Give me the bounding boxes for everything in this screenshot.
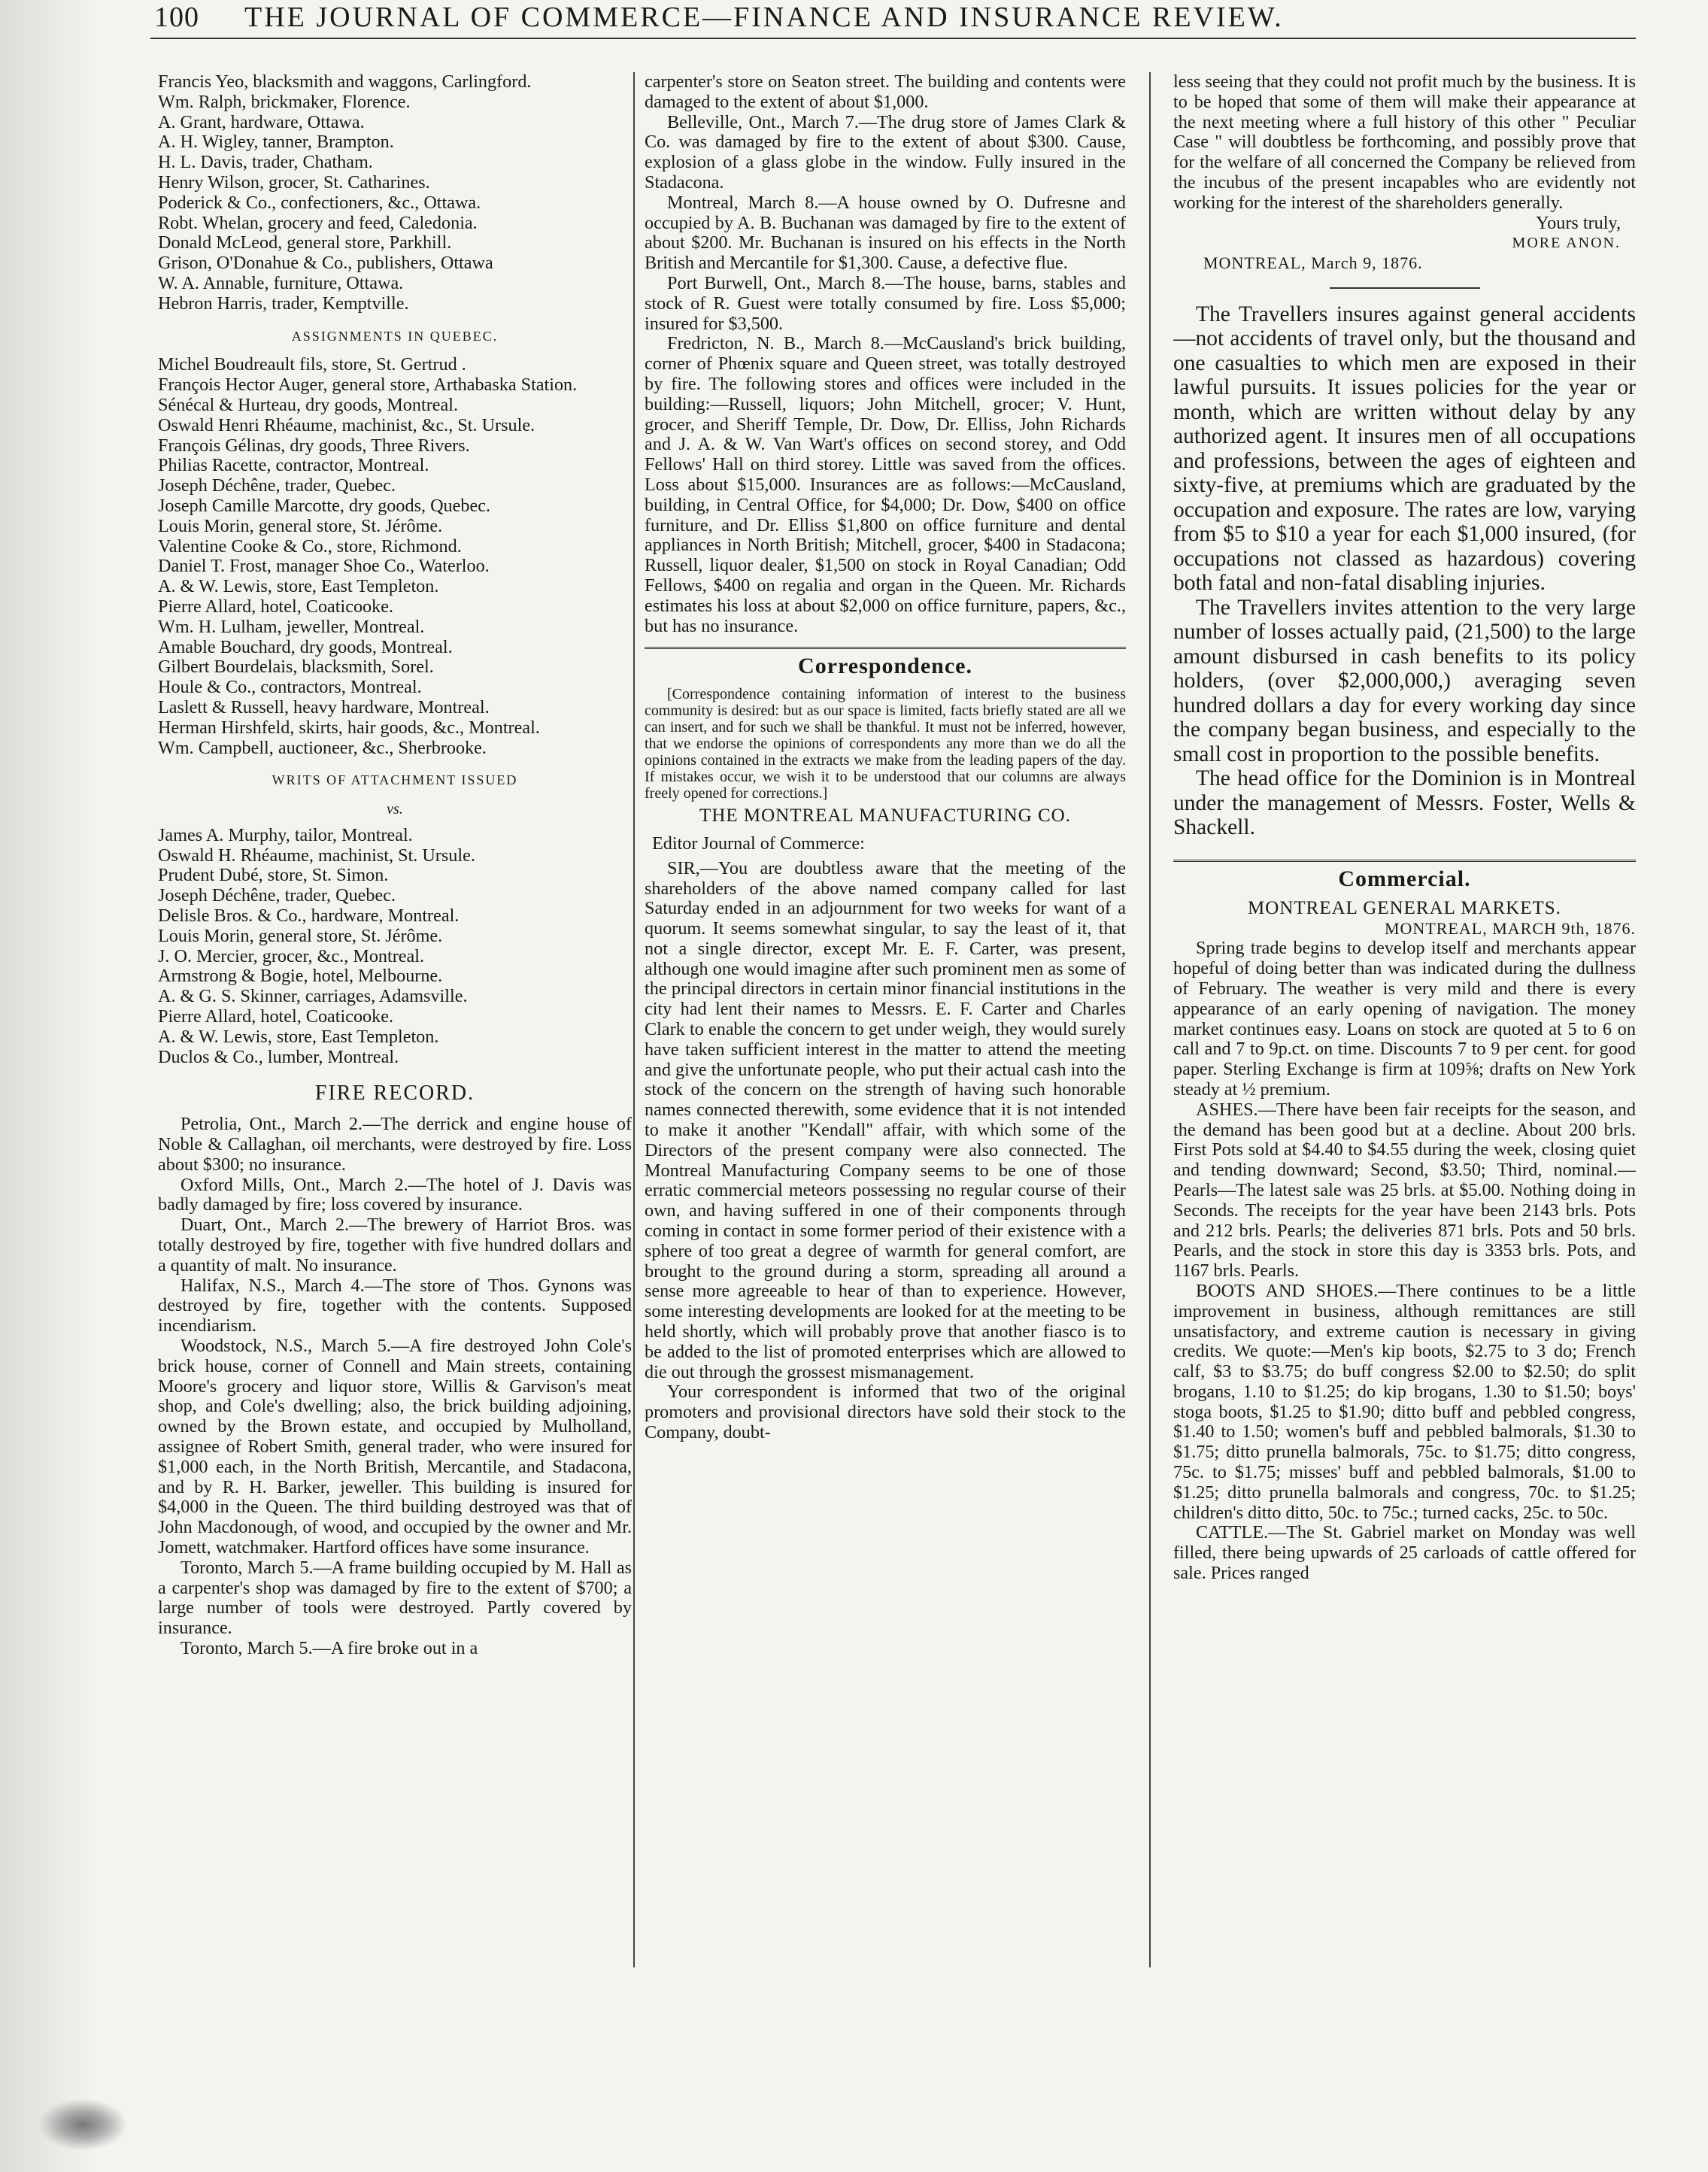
letter-paragraph: Your correspondent is informed that two of the original promoters and provisional directors have sold their stock to the Company, doubt- [645,1382,1126,1443]
list-item: A. & G. S. Skinner, carriages, Adamsville. [158,986,468,1007]
fire-report: Oxford Mills, Ont., March 2.—The hotel of J. Davis was badly damaged by fire; loss covered by insurance. [158,1174,632,1215]
markets-paragraph: ASHES.—There have been fair receipts for the season, and the demand has been good but at a decline. About 200 brls. First Pots sold at $4.40 to $4.55 during the week, closing quiet and tending downward; Second, $3.50; Third, nominal.—Pearls—The latest sale was 25 brls. at $5.00. Nothing doing in Seconds. The receipts for the year have been 2143 brls. Pots and 212 brls. Pearls; the deliveries 871 brls. Pots and 50 brls. Pearls, and the stock in store this day is 3353 brls. Pots, and 1167 brls. Pearls. [1173,1099,1636,1282]
list-item: Valentine Cooke & Co., store, Richmond. [158,535,462,557]
markets-paragraph: Spring trade begins to develop itself and merchants appear hopeful of doing better than was indicated during the dullness of February. The weather is very mild and there is every appearance of an early opening of navigation. The money market continues easy. Loans on stock are quoted at 5 to 6 on call and 7 to 9p.ct. on time. Discounts 7 to 9 per cent. for good paper. Sterling Exchange is firm at 109⅝; drafts on New York steady at ½ premium. [1173,938,1636,1100]
fire-report: Halifax, N.S., March 4.—The store of Thos. Gynons was destroyed by fire, together with the contents. Supposed incendiarism. [158,1275,632,1336]
fire-report: Petrolia, Ont., March 2.—The derrick and engine house of Noble & Callaghan, oil merchants, were destroyed by fire. Loss about $300; no insurance. [158,1114,632,1175]
list-item: A. & W. Lewis, store, East Templeton. [158,1026,439,1047]
section-rule [1173,860,1636,862]
list-item: Hebron Harris, trader, Kemptville. [158,293,409,314]
ink-smudge [38,2098,128,2151]
list-item: J. O. Mercier, grocer, &c., Montreal. [158,945,425,966]
list-item: A. Grant, hardware, Ottawa. [158,111,365,132]
letter-paragraph: SIR,—You are doubtless aware that the meeting of the shareholders of the above named company called for last Saturday ended in an adjournment for two weeks for want of a quorum. It seems somewhat singular, to say the least of it, that not a single director, except Mr. E. F. Carter, was present, although one would imagine after such prominent men as some of the principal directors in certain minor financial institutions in the city had lent their names to Messrs. E. F. Carter and Charles Clark to enable the concern to get under weigh, they would surely have taken sufficient interest in the matter to attend the meeting and give the unfortunate people, who put their actual cash into the stock of the concern on the strength of having such honorable names connected therewith, some evidence that it is not intended to make it another "Kendall" affair, with which some of the Directors of the present company were also connected. The Montreal Manufacturing Company seems to be one of those erratic commercial meteors possessing no regular course of their own, and having suffered in one of their components through coming in contact in some former period of their existence with a sphere of too great a degree of warmth for general comfort, are brought to the ground during a storm, spreading all around a sense more agreeable to hear of than to experience. However, some interesting developments are looked for at the meeting to be held shortly, which will probably prove that another fiasco is to be added to the list of promoted enterprises which are allowed to die out through the grossest mismanagement. [645,857,1126,1382]
list-item: Donald McLeod, general store, Parkhill. [158,232,452,253]
letter-dateline: MONTREAL, March 9, 1876. [1203,253,1423,273]
list-item: Duclos & Co., lumber, Montreal. [158,1046,399,1067]
list-item: Henry Wilson, grocer, St. Catharines. [158,171,430,193]
list-item: Louis Morin, general store, St. Jérôme. [158,515,443,536]
list-item: Louis Morin, general store, St. Jérôme. [158,925,443,946]
list-item: Gilbert Bourdelais, blacksmith, Sorel. [158,657,434,678]
correspondence-note: [Correspondence containing information of interest to the business community is desired: but as our space is limited, facts briefly stated are all we can insert, and for such we shall be thankful. It must not be inferred, however, that we endorse the opinions of correspondents any more than we do all the opinions contained in the extracts we make from the leading papers of the day. If mistakes occur, we wish it to be understood that our columns are always freely opened for corrections.] [645,686,1126,802]
section-rule [1330,287,1480,289]
travellers-advertisement [1173,302,1636,840]
list-item: Herman Hirshfeld, skirts, hair goods, &c., Montreal. [158,717,540,738]
column-divider [1149,72,1151,1967]
advertisement-paragraph: The Travellers invites attention to the very large number of losses actually paid, (21,500) to the large amount disbursed in cash benefits to its policy holders, (over $2,000,000,) averaging seven hundred dollars a day for every working day since the company began business, and especially to the small cost in proportion to the possible benefits. [1173,595,1636,766]
letter-closing: Yours truly, [1536,212,1621,233]
fire-report: Port Burwell, Ont., March 8.—The house, barns, stables and stock of R. Guest were totally consumed by fire. Loss $5,000; insured for $3,500. [645,272,1126,334]
writs-heading: WRITS OF ATTACHMENT ISSUED [272,772,518,788]
list-item: Joseph Déchêne, trader, Quebec. [158,475,396,496]
list-item: Robt. Whelan, grocery and feed, Caledonia. [158,212,478,233]
fire-report: carpenter's store on Seaton street. The building and contents were damaged to the extent of about $1,000. [645,72,1126,112]
letter-continued: less seeing that they could not profit much by the business. It is to be hoped that some of them will make their appearance at the next meeting where a full history of this other " Peculiar Case " will doubtless be forthcoming, and possibly prove that for the welfare of all concerned the Company be relieved from the incubus of the present incapables who are evidently not working for the interest of the shareholders generally. [1173,72,1636,213]
section-rule [645,647,1126,649]
list-item: Grison, O'Donahue & Co., publishers, Ottawa [158,253,493,274]
correspondence-heading: Correspondence. [798,654,972,679]
list-item: Oswald H. Rhéaume, machinist, St. Ursule. [158,845,475,866]
list-item: Amable Bouchard, dry goods, Montreal. [158,636,453,657]
list-item: Francis Yeo, blacksmith and waggons, Carlingford. [158,72,532,92]
list-item: A. & W. Lewis, store, East Templeton. [158,576,439,597]
list-item: Wm. Campbell, auctioneer, &c., Sherbrooke. [158,737,487,758]
list-item: A. H. Wigley, tanner, Brampton. [158,132,394,153]
list-item: François Gélinas, dry goods, Three Rivers. [158,435,470,456]
fire-report: Woodstock, N.S., March 5.—A fire destroyed John Cole's brick house, corner of Connell and Main streets, containing Moore's grocery and liquor store, Willis & Garvison's meat shop, and Cole's dwelling; also, the brick building adjoining, owned by the Brown estate, and occupied by Mulholland, assignee of Robert Smith, general trader, who were insured for $1,000 each, in the North British, Mercantile, and Stadacona, and by R. H. Barker, jeweller. This building is insured for $4,000 in the Queen. The third building destroyed was that of John Macdonough, of wood, and occupied by the owner and Mr. Jomett, watchmaker. Hartford offices have some insurance. [158,1336,632,1558]
column-middle [645,72,1126,2065]
list-item: Joseph Déchêne, trader, Quebec. [158,885,396,906]
writs-versus: vs. [387,801,403,818]
fire-record-heading: FIRE RECORD. [314,1081,475,1106]
fire-report: Fredricton, N. B., March 8.—McCausland's brick building, corner of Phœnix square and Queen street, was totally destroyed by fire. The following stores and offices were included in the building:—Russell, liquors; John Mitchell, grocer; V. Hunt, grocer, and Sheriff Temple, Dr. Dow, Dr. Elliss, John Richards and J. A. & W. Van Wart's offices on second storey, and Odd Fellows' Hall on third storey. Little was saved from the offices. Loss about $15,000. Insurances are as follows:—McCausland, building, in Central Office, for $4,000; Dr. Dow, $400 on office furniture, and Dr. Elliss $1,800 on office furniture and dental appliances in North British; Mitchell, grocer, $400 in Stadacona; Russell, liquor dealer, $1,500 on stock in Royal Canadian; Odd Fellows, $400 on regalia and organ in the Queen. Mr. Richards estimates his loss at about $2,000 on office furniture, papers, &c., but has no insurance. [645,333,1126,636]
scan-edge-shadow [0,0,98,2172]
list-item: Laslett & Russell, heavy hardware, Montreal. [158,696,490,717]
list-item: Oswald Henri Rhéaume, machinist, &c., St. Ursule. [158,414,535,435]
list-item: Armstrong & Bogie, hotel, Melbourne. [158,966,443,987]
fire-report: Toronto, March 5.—A frame building occupied by M. Hall as a carpenter's shop was damaged by fire to the extent of $700; a large number of tools were destroyed. Partly covered by insurance. [158,1557,632,1639]
list-item: Wm. H. Lulham, jeweller, Montreal. [158,616,425,637]
column-right [1173,72,1636,2065]
fire-report: Montreal, March 8.—A house owned by O. Dufresne and occupied by A. B. Buchanan was damaged by fire to the extent of about $200. Mr. Buchanan is insured on his effects in the North British and Mercantile for $1,300. Cause, a defective flue. [645,192,1126,274]
fire-report: Toronto, March 5.—A fire broke out in a [181,1637,478,1658]
assignments-heading: ASSIGNMENTS IN QUEBEC. [291,328,499,344]
advertisement-paragraph: The head office for the Dominion is in Montreal under the management of Messrs. Foster, Wells & Shackell. [1173,766,1636,840]
list-item: Wm. Ralph, brickmaker, Florence. [158,91,411,112]
journal-title: THE JOURNAL OF COMMERCE—FINANCE AND INSURANCE REVIEW. [244,2,1284,33]
fire-record-body [158,1115,632,1659]
letter-signature: MORE ANON. [1512,235,1621,252]
writs-list [158,826,632,1068]
advertisement-paragraph: The Travellers insures against general accidents—not accidents of travel only, but the thousand and one casualties to which men are exposed in their lawful pursuits. It issues policies for the year or month, which are written without delay by any authorized agent. It insures men of all occupations and professions, between the ages of eighteen and sixty-five, at premiums which are graduated by the occupation and exposure. The rates are low, varying from $5 to $10 a year for each $1,000 insured, (for occupations not classed as hazardous) covering both fatal and non-fatal disabling injuries. [1173,302,1636,596]
list-item: Joseph Camille Marcotte, dry goods, Quebec. [158,495,490,516]
list-item: François Hector Auger, general store, Arthabaska Station. [158,375,578,396]
letter-title: THE MONTREAL MANUFACTURING CO. [699,805,1071,827]
list-item: Philias Racette, contractor, Montreal. [158,455,429,476]
letter-salutation: Editor Journal of Commerce: [652,833,865,854]
list-item: Daniel T. Frost, manager Shoe Co., Waterloo. [158,556,490,577]
commercial-heading: Commercial. [1338,866,1471,891]
list-item: Poderick & Co., confectioners, &c., Ottawa. [158,192,481,213]
list-item: Sénécal & Hurteau, dry goods, Montreal. [158,394,458,415]
markets-paragraph: CATTLE.—The St. Gabriel market on Monday was well filled, there being upwards of 25 carloads of cattle offered for sale. Prices ranged [1173,1522,1636,1584]
column-divider [633,72,635,1967]
list-item: Pierre Allard, hotel, Coaticooke. [158,596,394,617]
list-item: W. A. Annable, furniture, Ottawa. [158,272,404,293]
assignments-list [158,355,632,758]
header-rule [150,38,1636,39]
fire-record-continued [645,72,1126,636]
list-item: Delisle Bros. & Co., hardware, Montreal. [158,906,460,927]
markets-date: MONTREAL, MARCH 9th, 1876. [1384,918,1636,938]
list-item: H. L. Davis, trader, Chatham. [158,152,373,173]
list-item: James A. Murphy, tailor, Montreal. [158,824,413,845]
markets-heading: MONTREAL GENERAL MARKETS. [1248,897,1561,918]
insolvent-list [158,72,632,314]
markets-paragraph: BOOTS AND SHOES.—There continues to be a little improvement in business, although remittances are still unsatisfactory, and extreme caution is necessary in giving credits. We quote:—Men's kip boots, $2.75 to 3 do; French calf, $3 to $3.75; do buff congress $2.00 to $2.50; do split brogans, 1.10 to $1.25; do kip brogans, 1.30 to $1.50; boys' stoga boots, $1.25 to $1.90; ditto buff and pebbled congress, $1.40 to 1.50; women's buff and pebbled balmorals, $1.30 to $1.75; ditto prunella balmorals, 75c. to $1.75; ditto congress, 75c. to $1.75; misses' buff and pebbled balmorals, $1.00 to $1.25; ditto prunella balmorals and congress, 70c. to $1.25; children's ditto ditto, 50c. to 75c.; turned cacks, 25c. to 50c. [1173,1280,1636,1523]
page-number: 100 [154,2,199,33]
fire-report: Belleville, Ont., March 7.—The drug store of James Clark & Co. was damaged by fire to the extent of about $300. Cause, explosion of a glass globe in the window. Fully insured in the Stadacona. [645,111,1126,193]
fire-report: Duart, Ont., March 2.—The brewery of Harriot Bros. was totally destroyed by fire, together with five hundred dollars and a quantity of malt. No insurance. [158,1215,632,1276]
list-item: Pierre Allard, hotel, Coaticooke. [158,1006,394,1027]
page-header [154,0,1628,35]
list-item: Prudent Dubé, store, St. Simon. [158,865,389,886]
list-item: Michel Boudreault fils, store, St. Gertrud . [158,354,466,375]
column-left [158,72,632,2065]
list-item: Houle & Co., contractors, Montreal. [158,677,422,698]
